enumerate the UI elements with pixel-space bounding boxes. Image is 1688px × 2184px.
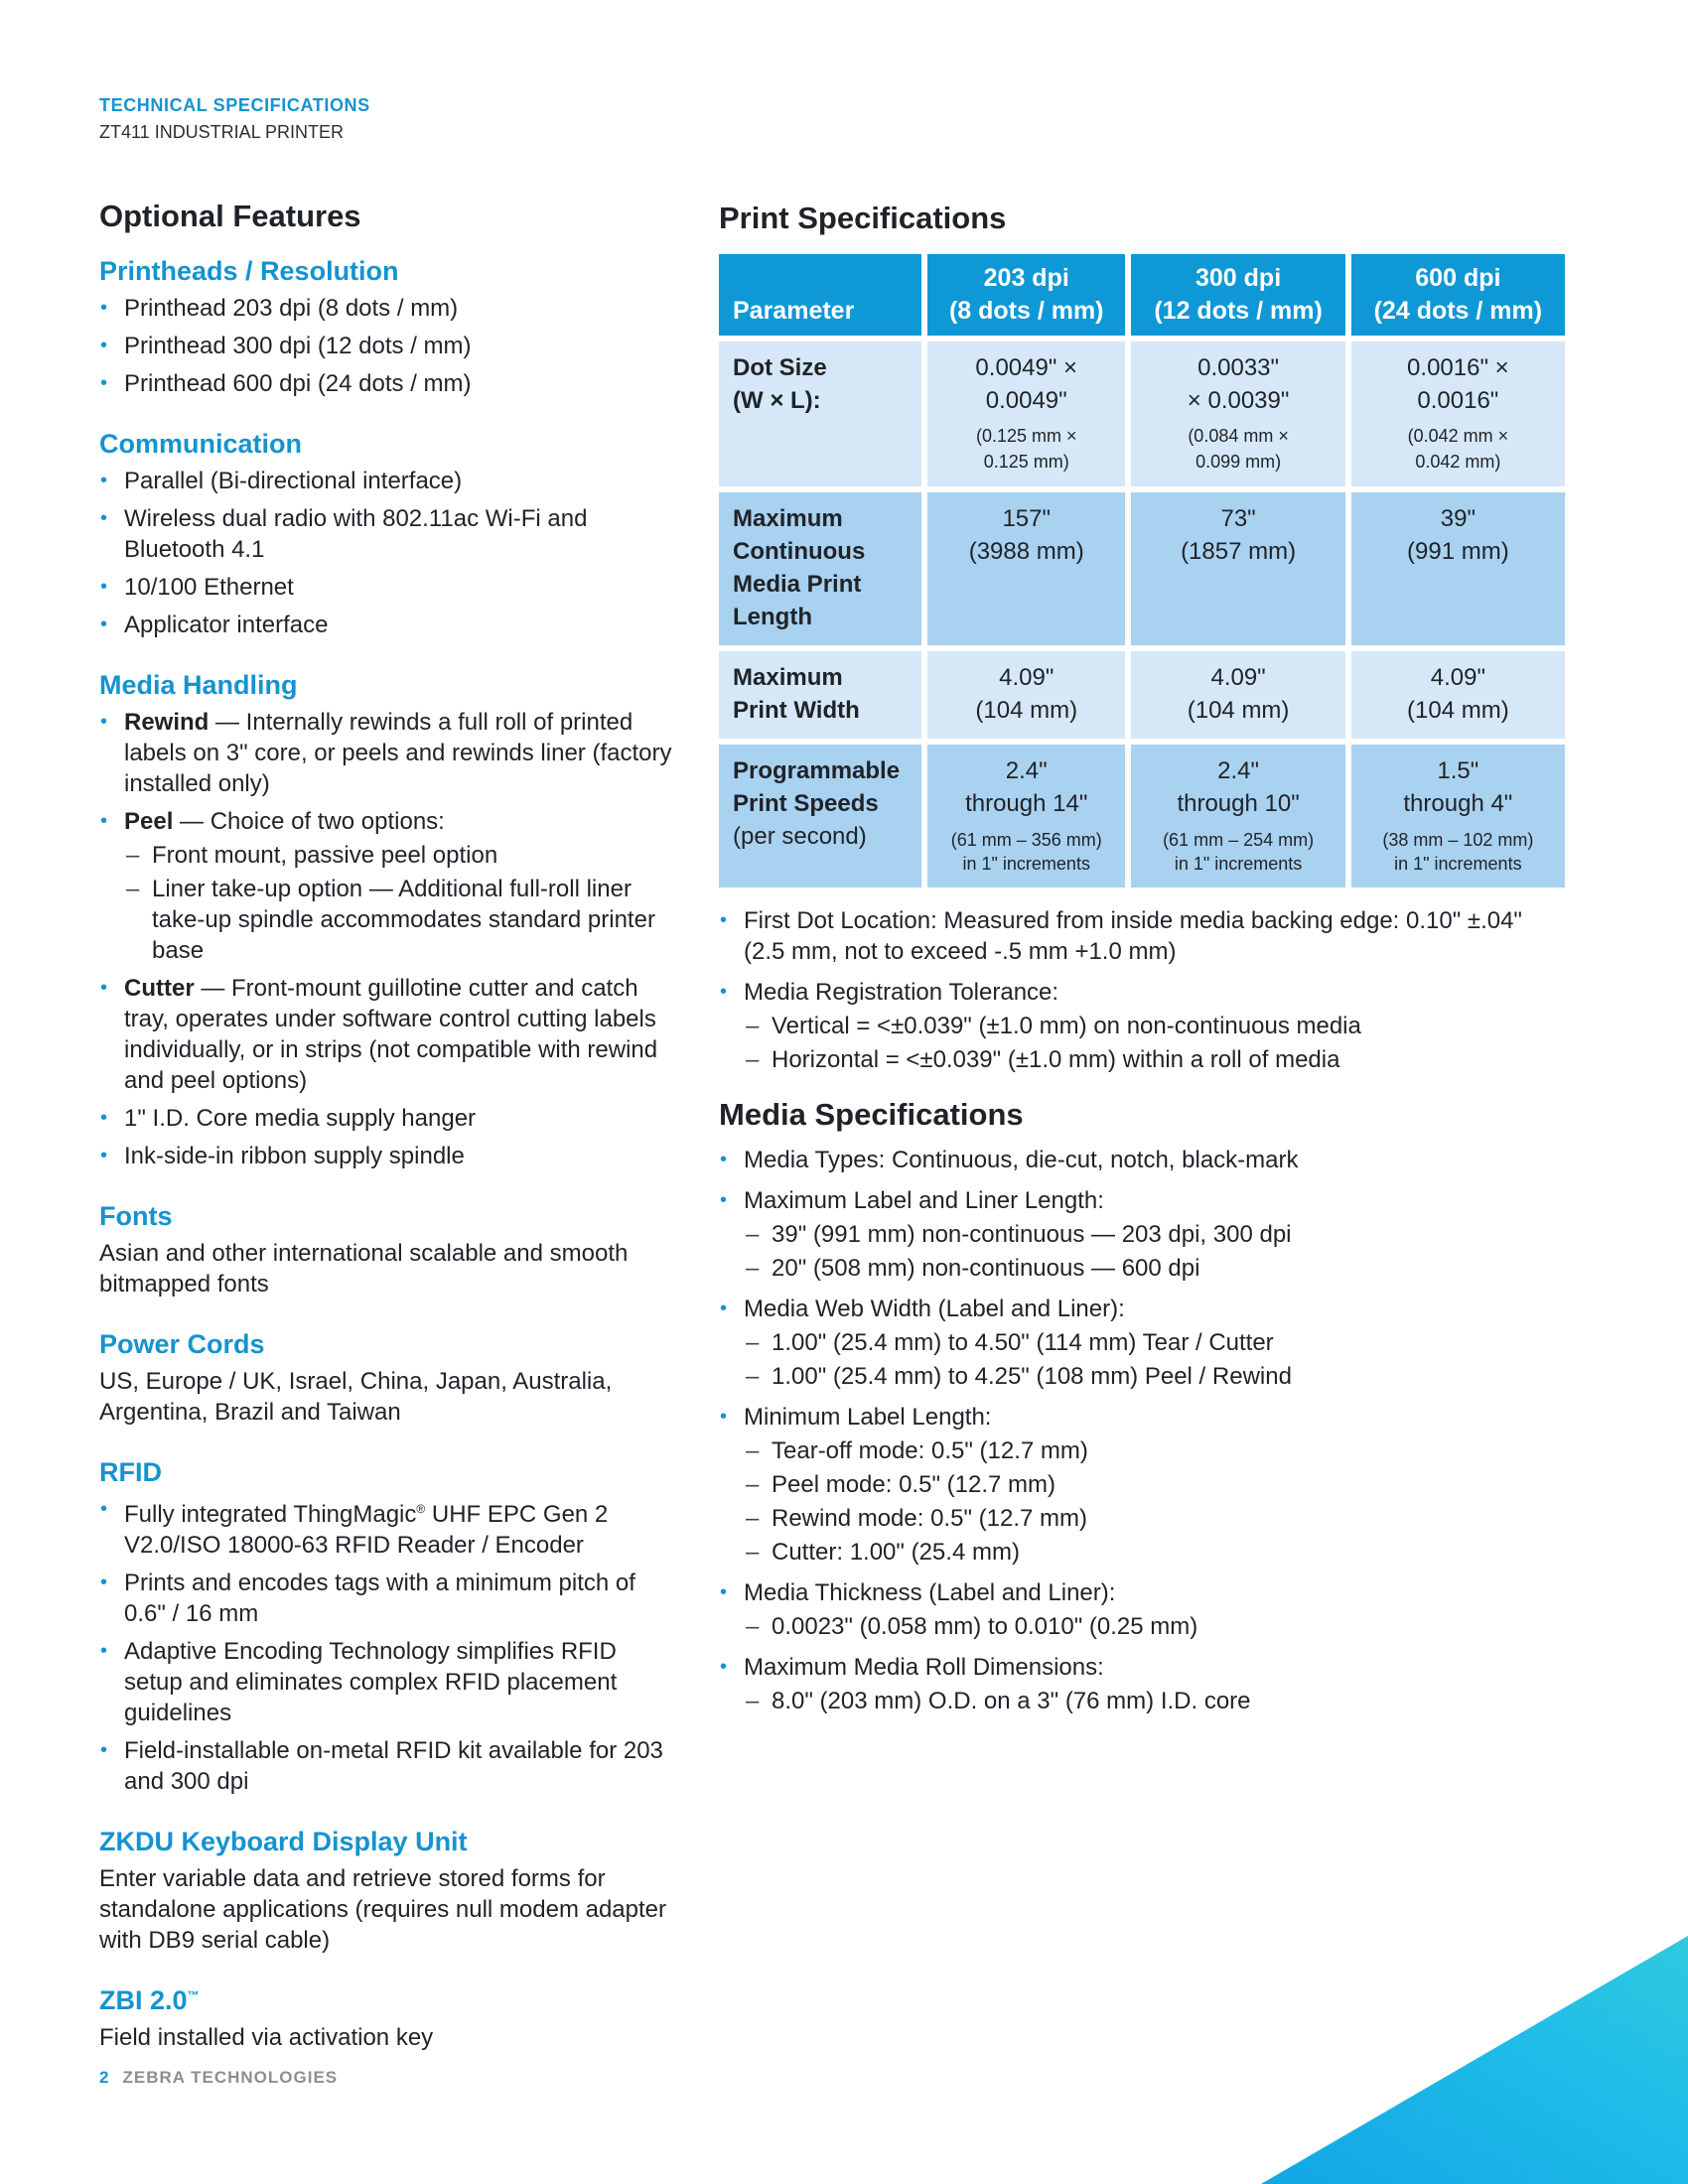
print-notes-list <box>719 905 1569 1075</box>
table-row <box>719 341 1565 486</box>
list-item <box>719 1294 1569 1392</box>
page-footer <box>99 2068 338 2088</box>
power-cords-text: US, Europe / UK, Israel, China, Japan, Australia, Argentina, Brazil and Taiwan <box>99 1368 613 1426</box>
page-number: 2 <box>99 2068 109 2087</box>
peel-options-list <box>124 840 675 966</box>
note-line: (0.042 mm × <box>1407 426 1509 446</box>
communication-heading: Communication <box>99 429 303 459</box>
table-cell <box>927 492 1125 645</box>
table-row <box>719 745 1565 887</box>
media-specs-title: Media Specifications <box>719 1097 1024 1132</box>
thickness-label: Media Thickness (Label and Liner): <box>744 1579 1116 1606</box>
cell-note <box>1139 423 1336 475</box>
table-cell <box>927 651 1125 739</box>
cutter-label: Cutter <box>124 975 195 1002</box>
list-item: – Horizontal = <±0.039" (±1.0 mm) within a roll of media <box>744 1044 1569 1075</box>
list-item: • Field-installable on-metal RFID kit available for 203 and 300 dpi <box>99 1735 675 1797</box>
table-cell <box>927 341 1125 486</box>
column-header-600 <box>1351 254 1565 336</box>
header-subtitle: ZT411 INDUSTRIAL PRINTER <box>99 122 345 142</box>
cell-line: 157" <box>1002 505 1051 532</box>
cell-line: × 0.0039" <box>1187 387 1290 414</box>
fonts-heading: Fonts <box>99 1201 173 1231</box>
rewind-text: — Internally rewinds a full roll of printed labels on 3" core, or peels and rewinds liner (factory installed only) <box>124 709 672 797</box>
specifications-column <box>719 201 1569 1726</box>
page-header <box>99 95 370 143</box>
note-line: in 1" increments <box>1394 854 1522 874</box>
list-item: • First Dot Location: Measured from inside media backing edge: 0.10" ±.04" (2.5 mm, not to exceed -.5 mm +1.0 mm) <box>719 905 1569 967</box>
row-label-speeds <box>719 745 921 887</box>
note-line: 0.042 mm) <box>1415 452 1501 472</box>
column-header-300 <box>1131 254 1344 336</box>
roll-label: Maximum Media Roll Dimensions: <box>744 1654 1104 1681</box>
list-item: – 1.00" (25.4 mm) to 4.25" (108 mm) Peel / Rewind <box>744 1361 1569 1392</box>
list-item: • Adaptive Encoding Technology simplifies RFID setup and eliminates complex RFID placement guidelines <box>99 1636 675 1728</box>
list-item: • Printhead 203 dpi (8 dots / mm) <box>99 293 675 324</box>
table-header-row <box>719 254 1565 336</box>
note-line: (61 mm – 356 mm) <box>950 830 1102 850</box>
cell-note <box>1359 828 1557 876</box>
list-item: • Applicator interface <box>99 610 675 640</box>
list-item: • Parallel (Bi-directional interface) <box>99 466 675 496</box>
cell-line: (3988 mm) <box>968 538 1084 565</box>
peel-text: — Choice of two options: <box>173 808 445 835</box>
corner-decoration-graphic <box>1261 1936 1688 2184</box>
cell-line: 2.4" <box>1005 757 1048 784</box>
cell-line: 4.09" <box>1430 664 1485 691</box>
label-line: Print Width <box>733 697 860 724</box>
label-line: Media Print <box>733 571 862 598</box>
list-item: – Liner take-up option — Additional full-roll liner take-up spindle accommodates standard printer base <box>124 874 675 966</box>
note-line: (38 mm – 102 mm) <box>1382 830 1534 850</box>
cell-line: (991 mm) <box>1407 538 1509 565</box>
media-handling-heading: Media Handling <box>99 670 298 700</box>
label-line: Dot Size <box>733 354 827 381</box>
cell-line: (104 mm) <box>1187 697 1290 724</box>
print-specs-table <box>713 248 1571 893</box>
list-item: – 8.0" (203 mm) O.D. on a 3" (76 mm) I.D. core <box>744 1686 1569 1716</box>
cell-line: 4.09" <box>1210 664 1266 691</box>
list-item: – 39" (991 mm) non-continuous — 203 dpi, 300 dpi <box>744 1219 1569 1250</box>
header-kicker: TECHNICAL SPECIFICATIONS <box>99 95 370 115</box>
cell-note <box>935 423 1117 475</box>
note-line: (0.084 mm × <box>1188 426 1289 446</box>
note-line: 0.125 mm) <box>983 452 1069 472</box>
zkdu-text: Enter variable data and retrieve stored forms for standalone applications (requires null modem adapter with DB9 serial cable) <box>99 1865 667 1954</box>
list-item <box>719 1577 1569 1642</box>
brand-name: ZEBRA TECHNOLOGIES <box>122 2068 339 2087</box>
table-cell <box>927 745 1125 887</box>
optional-features-column <box>99 199 675 2053</box>
list-item: • Ink-side-in ribbon supply spindle <box>99 1141 675 1171</box>
cell-line: 0.0049" <box>985 387 1067 414</box>
fonts-text: Asian and other international scalable and smooth bitmapped fonts <box>99 1240 629 1297</box>
list-item: • Media Types: Continuous, die-cut, notch, black-mark <box>719 1145 1569 1175</box>
label-line: Print Speeds <box>733 790 879 817</box>
power-cords-heading: Power Cords <box>99 1329 265 1359</box>
table-cell <box>1131 651 1344 739</box>
registration-label: Media Registration Tolerance: <box>744 979 1059 1006</box>
table-row <box>719 651 1565 739</box>
label-line: Length <box>733 604 812 630</box>
table-cell <box>1131 745 1344 887</box>
rewind-label: Rewind <box>124 709 210 736</box>
media-specs-list <box>719 1145 1569 1716</box>
list-item <box>99 707 675 799</box>
cell-line: 0.0049" × <box>975 354 1078 381</box>
min-length-list <box>744 1435 1569 1568</box>
table-cell <box>1131 492 1344 645</box>
column-header-line: (24 dots / mm) <box>1373 297 1543 325</box>
label-line: Maximum <box>733 505 843 532</box>
web-width-label: Media Web Width (Label and Liner): <box>744 1296 1125 1322</box>
cell-note <box>1359 423 1557 475</box>
column-header-line: 300 dpi <box>1196 264 1282 292</box>
optional-features-title: Optional Features <box>99 199 361 233</box>
cell-line: 2.4" <box>1217 757 1260 784</box>
list-item <box>719 1185 1569 1284</box>
cell-line: 0.0016" <box>1417 387 1499 414</box>
cell-note <box>1139 828 1336 876</box>
web-width-list <box>744 1327 1569 1392</box>
row-label-max-width <box>719 651 921 739</box>
cell-line: through 4" <box>1403 790 1513 817</box>
label-line: Programmable <box>733 757 901 784</box>
note-line: (61 mm – 254 mm) <box>1163 830 1315 850</box>
column-header-line: (8 dots / mm) <box>948 297 1104 325</box>
list-item <box>719 1402 1569 1568</box>
note-line: (0.125 mm × <box>975 426 1077 446</box>
table-cell <box>1351 651 1565 739</box>
list-item: • Wireless dual radio with 802.11ac Wi-Fi and Bluetooth 4.1 <box>99 503 675 565</box>
list-item: – Vertical = <±0.039" (±1.0 mm) on non-continuous media <box>744 1011 1569 1041</box>
zbi-text: Field installed via activation key <box>99 2024 434 2051</box>
media-handling-list <box>99 707 675 1171</box>
list-item: • Printhead 300 dpi (12 dots / mm) <box>99 331 675 361</box>
max-length-list <box>744 1219 1569 1284</box>
list-item: – Cutter: 1.00" (25.4 mm) <box>744 1537 1569 1568</box>
zbi-heading-text: ZBI 2.0 <box>99 1985 188 2015</box>
list-item <box>99 806 675 966</box>
note-line: in 1" increments <box>1174 854 1303 874</box>
trademark-mark: ™ <box>187 1988 200 2002</box>
list-item: – Front mount, passive peel option <box>124 840 675 871</box>
note-line: 0.099 mm) <box>1196 452 1282 472</box>
row-label-max-length <box>719 492 921 645</box>
zkdu-heading: ZKDU Keyboard Display Unit <box>99 1827 468 1856</box>
column-header-parameter: Parameter <box>719 254 921 336</box>
peel-label: Peel <box>124 808 174 835</box>
note-line: in 1" increments <box>962 854 1090 874</box>
rfid-item1-post: UHF EPC Gen 2 V2.0/ISO 18000-63 RFID Reader / Encoder <box>124 1501 609 1559</box>
cell-line: 39" <box>1440 505 1476 532</box>
label-line: Maximum <box>733 664 843 691</box>
list-item: • 1" I.D. Core media supply hanger <box>99 1103 675 1134</box>
cell-line: 0.0016" × <box>1407 354 1509 381</box>
cell-line: through 10" <box>1177 790 1300 817</box>
registered-mark: ® <box>416 1502 426 1516</box>
min-length-label: Minimum Label Length: <box>744 1404 992 1431</box>
list-item: – Peel mode: 0.5" (12.7 mm) <box>744 1469 1569 1500</box>
communication-list <box>99 466 675 640</box>
column-header-line: (12 dots / mm) <box>1154 297 1323 325</box>
thickness-list <box>744 1611 1569 1642</box>
label-line: Continuous <box>733 538 866 565</box>
list-item: – 20" (508 mm) non-continuous — 600 dpi <box>744 1253 1569 1284</box>
column-header-line: 600 dpi <box>1415 264 1501 292</box>
list-item: • 10/100 Ethernet <box>99 572 675 603</box>
label-line: (per second) <box>733 823 867 850</box>
column-header-line: 203 dpi <box>983 264 1069 292</box>
label-line: (W × L): <box>733 387 821 414</box>
cutter-text: — Front-mount guillotine cutter and catch tray, operates under software control cutting labels individually, or in strips (not compatible with rewind and peel options) <box>124 975 658 1094</box>
printheads-heading: Printheads / Resolution <box>99 256 399 286</box>
zbi-heading <box>99 1985 675 2016</box>
table-row <box>719 492 1565 645</box>
list-item: – 0.0023" (0.058 mm) to 0.010" (0.25 mm) <box>744 1611 1569 1642</box>
cell-line: (104 mm) <box>975 697 1078 724</box>
table-cell <box>1131 341 1344 486</box>
list-item: • Printhead 600 dpi (24 dots / mm) <box>99 368 675 399</box>
table-cell <box>1351 492 1565 645</box>
list-item <box>99 973 675 1096</box>
rfid-heading: RFID <box>99 1457 162 1487</box>
list-item: • Prints and encodes tags with a minimum pitch of 0.6" / 16 mm <box>99 1568 675 1629</box>
list-item: – 1.00" (25.4 mm) to 4.50" (114 mm) Tear / Cutter <box>744 1327 1569 1358</box>
table-cell <box>1351 341 1565 486</box>
cell-note <box>935 828 1117 876</box>
cell-line: 0.0033" <box>1197 354 1280 381</box>
list-item <box>99 1494 675 1561</box>
cell-line: (104 mm) <box>1407 697 1509 724</box>
row-label-dot-size <box>719 341 921 486</box>
list-item: – Rewind mode: 0.5" (12.7 mm) <box>744 1503 1569 1534</box>
list-item: – Tear-off mode: 0.5" (12.7 mm) <box>744 1435 1569 1466</box>
cell-line: 1.5" <box>1437 757 1479 784</box>
max-length-label: Maximum Label and Liner Length: <box>744 1187 1104 1214</box>
cell-line: 73" <box>1220 505 1256 532</box>
roll-list <box>744 1686 1569 1716</box>
list-item <box>719 977 1569 1075</box>
cell-line: 4.09" <box>999 664 1055 691</box>
table-cell <box>1351 745 1565 887</box>
column-header-203 <box>927 254 1125 336</box>
print-specs-title: Print Specifications <box>719 201 1007 235</box>
list-item <box>719 1652 1569 1716</box>
registration-list <box>744 1011 1569 1075</box>
cell-line: (1857 mm) <box>1181 538 1297 565</box>
printheads-list <box>99 293 675 399</box>
rfid-item1-pre: Fully integrated ThingMagic <box>124 1501 417 1528</box>
rfid-list <box>99 1494 675 1797</box>
cell-line: through 14" <box>965 790 1088 817</box>
